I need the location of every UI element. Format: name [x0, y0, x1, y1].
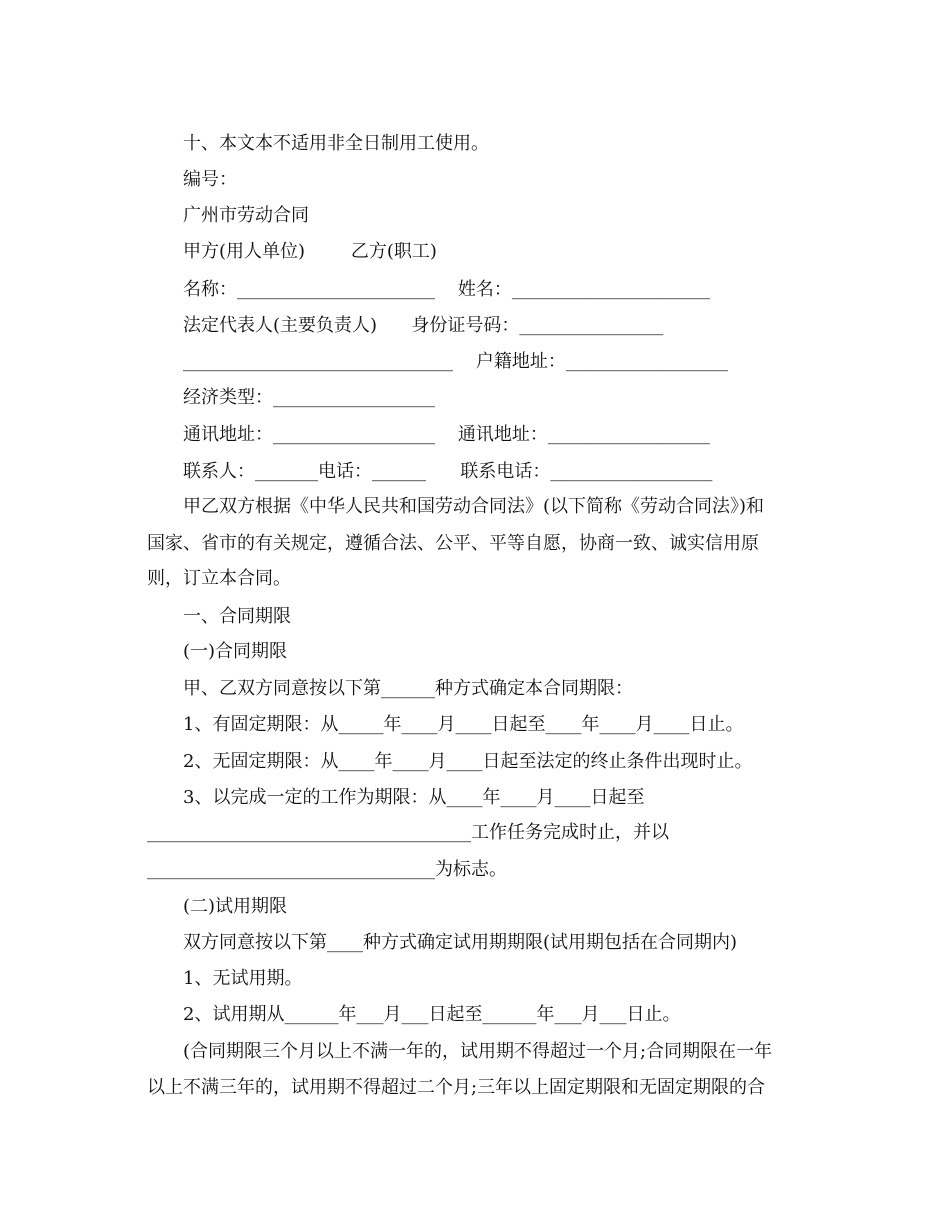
preamble-line-3: 则，订立本合同。 — [147, 568, 291, 589]
no-probation-line: 1、无试用期。 — [183, 968, 303, 989]
mailing-address-fields: 通讯地址：__________________ 通讯地址：__________________ — [183, 424, 710, 445]
preamble-line-2: 国家、省市的有关规定，遵循合法、公平、平等自愿，协商一致、诚实信用原 — [147, 533, 759, 554]
number-label: 编号： — [183, 169, 237, 190]
open-term-line: 2、无固定期限：从____年____月____日起至法定的终止条件出现时止。 — [183, 751, 753, 772]
probation-note-line-2: 以上不满三年的，试用期不得超过二个月;三年以上固定期限和无固定期限的合 — [147, 1077, 766, 1098]
task-term-line: 3、以完成一定的工作为期限：从____年____月____日起至 — [183, 787, 645, 808]
clause-ten: 十、本文本不适用非全日制用工使用。 — [183, 133, 489, 154]
fixed-term-line: 1、有固定期限：从_____年____月____日起至____年____月____日止。 — [183, 714, 744, 735]
preamble-line-1: 甲乙双方根据《中华人民共和国劳动合同法》(以下简称《劳动合同法》)和 — [183, 496, 765, 517]
probation-note-line-1: (合同期限三个月以上不满一年的，试用期不得超过一个月;合同期限在一年 — [183, 1041, 773, 1062]
section-one-heading: 一、合同期限 — [183, 606, 291, 627]
task-completion-line: ____________________________________工作任务完成时止，并以 — [147, 822, 669, 843]
representative-id-fields: 法定代表人(主要负责人) 身份证号码：________________ — [183, 315, 664, 336]
probation-method-line: 双方同意按以下第____种方式确定试用期期限(试用期包括在合同期内) — [183, 932, 738, 953]
probation-period-line: 2、试用期从______年___月___日起至______年___月___日止。 — [183, 1004, 681, 1025]
party-headings: 甲方(用人单位) 乙方(职工) — [183, 241, 437, 262]
subsection-term-heading: (一)合同期限 — [183, 641, 288, 662]
task-marker-line: ________________________________为标志。 — [147, 859, 507, 880]
economic-type-field: 经济类型：__________________ — [183, 387, 435, 408]
household-address-field: ______________________________ 户籍地址：__________________ — [183, 351, 728, 372]
document-title: 广州市劳动合同 — [183, 205, 309, 226]
name-fields: 名称：______________________ 姓名：______________________ — [183, 279, 710, 300]
subsection-probation-heading: (二)试用期限 — [183, 896, 288, 917]
contact-fields: 联系人：_______电话：______ 联系电话：__________________ — [183, 461, 713, 482]
term-method-line: 甲、乙双方同意按以下第______种方式确定本合同期限： — [183, 678, 633, 699]
